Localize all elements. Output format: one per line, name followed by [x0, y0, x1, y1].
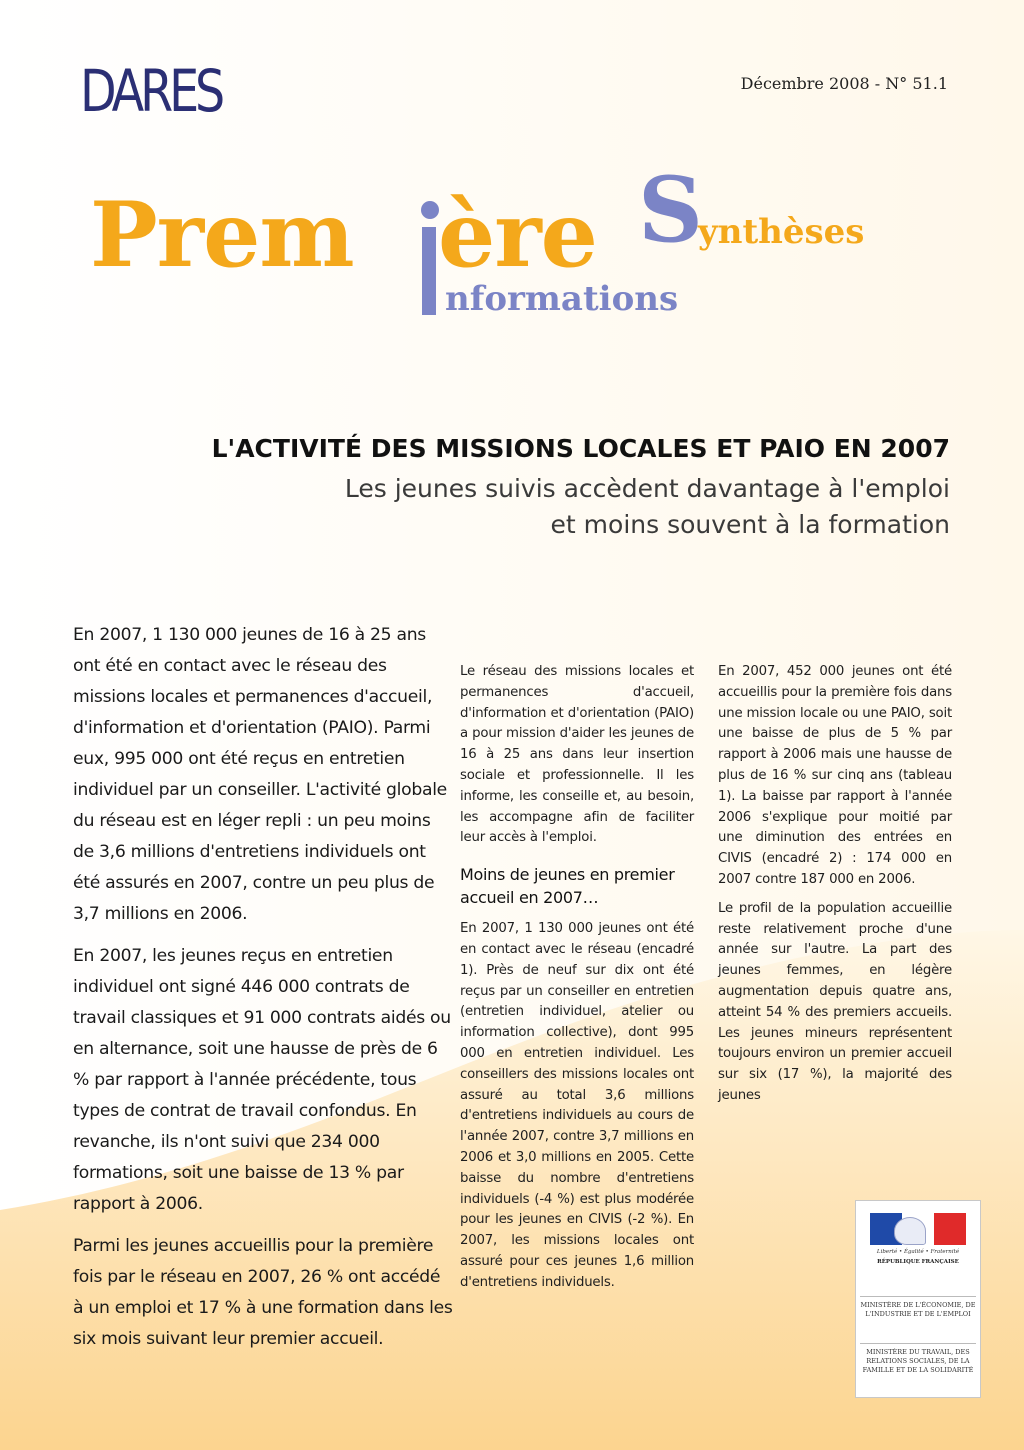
body-column-2 [460, 662, 694, 1302]
masthead-i-glyph [418, 195, 438, 315]
republic-name: RÉPUBLIQUE FRANÇAISE [877, 1259, 959, 1265]
column3-paragraph-2: Le profil de la population accueillie reste relativement proche d'une année sur l'autre. La part des jeunes femmes, en légère augmentation depuis quatre ans, atteint 54 % des premiers accueils. Les jeunes mineurs représentent toujours environ un premier accueil sur six (17 %), la majorité des jeunes [718, 900, 952, 1103]
intro-summary [73, 620, 453, 1366]
ministry-logo-block [855, 1200, 981, 1398]
main-title: L'ACTIVITÉ DES MISSIONS LOCALES ET PAIO EN 2007 [211, 434, 950, 463]
masthead-syntheses: ynthèses [698, 212, 865, 252]
section-heading: Moins de jeunes en premier accueil en 2007… [460, 865, 675, 908]
republic-motto: Liberté • Égalité • Fraternité [876, 1249, 960, 1255]
masthead-informations: nformations [445, 279, 679, 319]
intro-paragraph-1: En 2007, 1 130 000 jeunes de 16 à 25 ans ont été en contact avec le réseau des missions locales et permanences d'accueil, d'information et d'orientation (PAIO). Parmi eux, 995 000 ont été reçus en entretien individuel par un conseiller. L'activité globale du réseau est en léger repli : un peu moins de 3,6 millions d'entretiens individuels ont été assurés en 2007, contre un peu plus de 3,7 millions en 2006. [73, 625, 447, 924]
ministry-labour: MINISTÈRE DU TRAVAIL, DES RELATIONS SOCIALES, DE LA FAMILLE ET DE LA SOLIDARITÉ [860, 1343, 976, 1375]
column2-paragraph-1: Le réseau des missions locales et permanences d'accueil, d'information et d'orientation (PAIO) a pour mission d'aider les jeunes de 16 à 25 ans dans leur insertion sociale et professionnelle. Il les informe, les conseille et, au besoin, les accompagne afin de faciliter leur accès à l'emploi. [460, 664, 694, 846]
column3-paragraph-1: En 2007, 452 000 jeunes ont été accueillis pour la première fois dans une mission locale ou une PAIO, soit une baisse de plus de 5 % par rapport à 2006 mais une hausse de plus de 16 % sur cinq ans (tableau 1). La baisse par rapport à l'année 2006 s'explique pour moitié par une diminution des entrées en CIVIS (encadré 2) : 174 000 en 2007 contre 187 000 en 2006. [718, 664, 952, 887]
subtitle [190, 471, 950, 543]
masthead-logo [90, 157, 950, 330]
masthead-s: S [638, 157, 703, 263]
subtitle-line-2: et moins souvent à la formation [550, 510, 950, 539]
intro-paragraph-2: En 2007, les jeunes reçus en entretien individuel ont signé 446 000 contrats de travail classiques et 91 000 contrats aidés ou en alternance, soit une hausse de près de 6 % par rapport à l'année précédente, tous types de contrat de travail confondus. En revanche, ils n'ont suivi que 234 000 formations, soit une baisse de 13 % par rapport à 2006. [73, 946, 451, 1214]
ministry-economy: MINISTÈRE DE L'ÉCONOMIE, DE L'INDUSTRIE ET DE L'EMPLOI [860, 1296, 976, 1319]
dares-logo: DARES [80, 57, 222, 125]
masthead-prem: Prem [90, 182, 354, 288]
masthead-ere: ère [438, 182, 597, 288]
intro-paragraph-3: Parmi les jeunes accueillis pour la première fois par le réseau en 2007, 26 % ont accédé à un emploi et 17 % à une formation dans les six mois suivant leur premier accueil. [73, 1236, 453, 1349]
title-block [190, 434, 950, 543]
issue-date-number: Décembre 2008 - N° 51.1 [740, 74, 948, 93]
subtitle-line-1: Les jeunes suivis accèdent davantage à l'emploi [344, 474, 950, 503]
marianne-flag-icon [870, 1213, 966, 1245]
column2-paragraph-2: En 2007, 1 130 000 jeunes ont été en contact avec le réseau (encadré 1). Près de neuf sur dix ont été reçus par un conseiller en entretien (entretien individuel, atelier ou information collective), dont 995 000 en entretien individuel. Les conseillers des missions locales ont assuré au total 3,6 millions d'entretiens individuels au cours de l'année 2007, contre 3,7 millions en 2006 et 3,0 millions en 2005. Cette baisse du nombre d'entretiens individuels (-4 %) est plus modérée pour les jeunes en CIVIS (-2 %). En 2007, les missions locales ont assuré pour ces jeunes 1,6 million d'entretiens individuels. [460, 921, 694, 1290]
body-column-3 [718, 662, 952, 1115]
